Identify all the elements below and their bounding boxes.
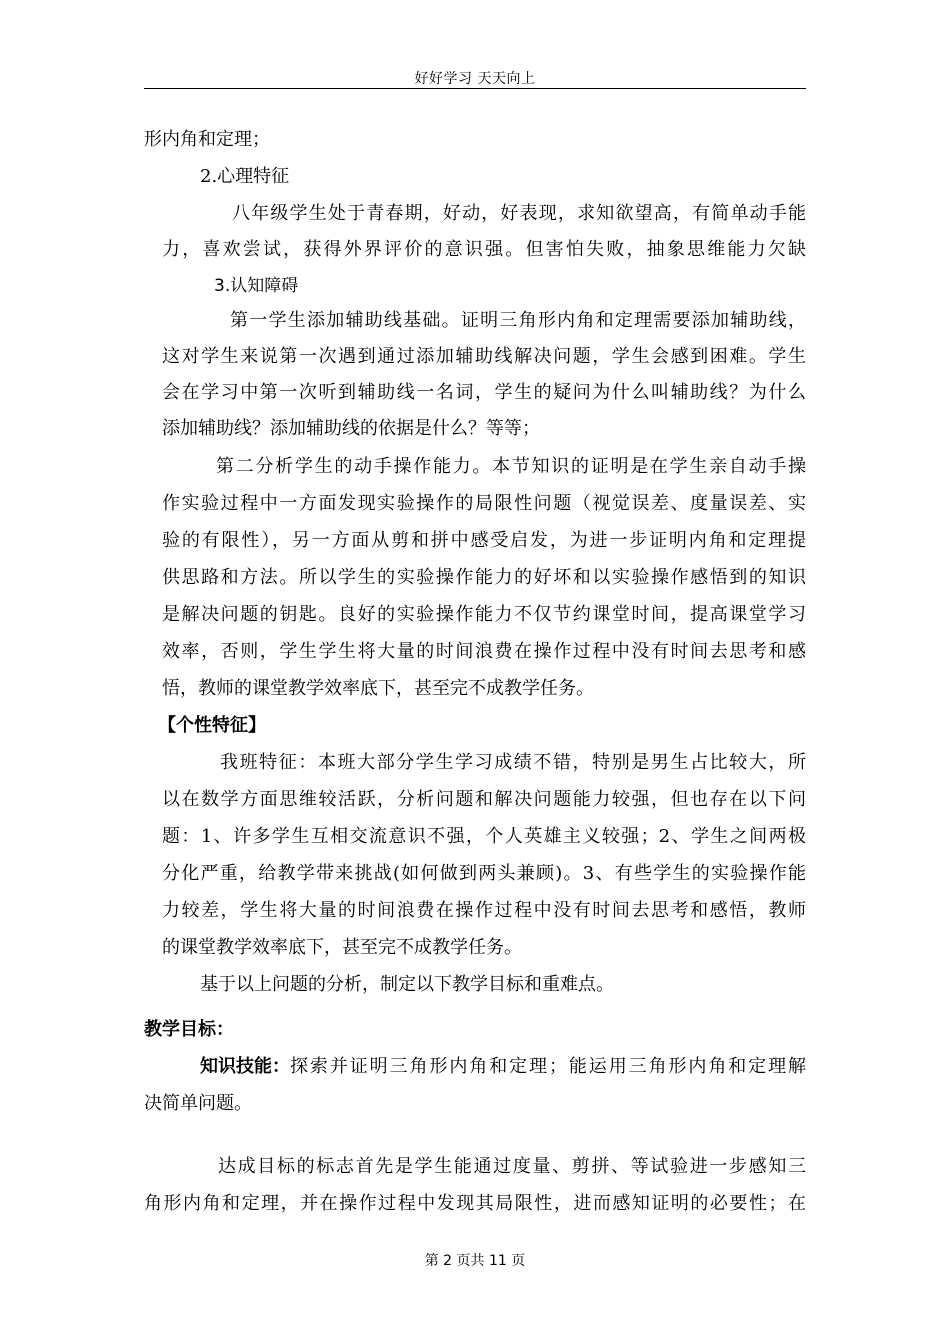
text-line: 会在学习中第一次听到辅助线一名词，学生的疑问为什么叫辅助线？为什么 — [162, 382, 806, 403]
text-line-rest: 探索并证明三角形内角和定理；能运用三角形内角和定理解 — [290, 1056, 806, 1077]
text-line: 决简单问题。 — [144, 1093, 252, 1114]
text-line: 我班特征：本班大部分学生学习成绩不错，特别是男生占比较大，所 — [220, 752, 806, 773]
section-heading: 教学目标： — [144, 1019, 234, 1040]
header-divider — [144, 88, 806, 89]
text-line: 效率，否则，学生学生将大量的时间浪费在操作过程中没有时间去思考和感 — [162, 641, 806, 662]
text-line: 基于以上问题的分析，制定以下教学目标和重难点。 — [200, 974, 614, 995]
text-line: 供思路和方法。所以学生的实验操作能力的好坏和以实验操作感悟到的知识 — [162, 567, 806, 588]
text-line: 形内角和定理； — [144, 129, 270, 150]
text-line: 力，喜欢尝试，获得外界评价的意识强。但害怕失败，抽象思维能力欠缺 — [162, 239, 806, 260]
text-line: 八年级学生处于青春期，好动，好表现，求知欲望高，有简单动手能 — [232, 203, 806, 224]
text-line — [200, 1055, 806, 1079]
text-line: 验的有限性），另一方面从剪和拼中感受启发，为进一步证明内角和定理提 — [162, 530, 806, 551]
text-line: 角形内角和定理，并在操作过程中发现其局限性，进而感知证明的必要性；在 — [144, 1193, 806, 1214]
text-line: 悟，教师的课堂教学效率底下，甚至完不成教学任务。 — [162, 678, 594, 699]
text-line: 作实验过程中一方面发现实验操作的局限性问题（视觉误差、度量误差、实 — [162, 493, 806, 514]
text-line: 的课堂教学效率底下，甚至完不成教学任务。 — [162, 937, 522, 958]
label-knowledge-skills: 知识技能： — [200, 1056, 290, 1077]
text-line: 添加辅助线？添加辅助线的依据是什么？等等； — [162, 418, 540, 439]
text-line: 以在数学方面思维较活跃，分析问题和解决问题能力较强，但也存在以下问 — [162, 789, 806, 810]
text-line: 第一学生添加辅助线基础。证明三角形内角和定理需要添加辅助线， — [230, 310, 806, 331]
text-line: 达成目标的标志首先是学生能通过度量、剪拼、等试验进一步感知三 — [218, 1156, 806, 1177]
section-heading: 2.心理特征 — [200, 166, 290, 187]
text-line: 第二分析学生的动手操作能力。本节知识的证明是在学生亲自动手操 — [216, 456, 806, 477]
page-footer: 第 2 页共 11 页 — [424, 1253, 526, 1269]
page-header: 好好学习 天天向上 — [414, 71, 536, 87]
text-line: 这对学生来说第一次遇到通过添加辅助线解决问题，学生会感到困难。学生 — [162, 346, 806, 367]
section-heading: 【个性特征】 — [158, 715, 266, 736]
section-heading: 3.认知障碍 — [214, 276, 299, 296]
text-line: 力较差，学生将大量的时间浪费在操作过程中没有时间去思考和感悟，教师 — [162, 900, 806, 921]
text-line: 是解决问题的钥匙。良好的实验操作能力不仅节约课堂时间，提高课堂学习 — [162, 604, 806, 625]
text-line: 题：1、许多学生互相交流意识不强，个人英雄主义较强；2、学生之间两极 — [162, 826, 806, 847]
text-line: 分化严重，给教学带来挑战(如何做到两头兼顾)。3、有些学生的实验操作能 — [162, 863, 806, 884]
